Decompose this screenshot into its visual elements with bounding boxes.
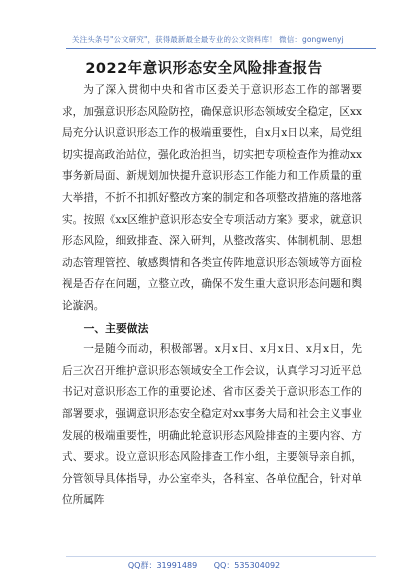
document-body [62, 80, 362, 512]
footer-qq-group: QQ群：31991489 [127, 561, 198, 570]
footer-qq: QQ：535304092 [213, 561, 281, 570]
header-divider [66, 48, 376, 49]
footer-divider [66, 556, 376, 557]
footer-contact [0, 560, 408, 571]
header-promo-text: 关注头条号"公文研究"，获得最新最全最专业的公文资料库！ 微信：gongwenyj [72, 35, 344, 44]
section-paragraph: 一是随今而动，积极部署。x月x日、x月x日、x月x日，先后三次召开维护意识形态领域安全工作会议，认真学习习近平总书记对意识形态工作的重要论述、省市区委关于意识形态工作的部署要求，强调意识形态安全稳定对xx事务大局和社会主义事业发展的极端重要性，明确此轮意识形态风险排查的主要内容、方式、要求。设立意识形态风险排查工作小组，主要领导亲自抓，分管领导具体指导，办公室牵头，各科室、各单位配合，针对单位所属阵 [62, 343, 362, 507]
document-title: 2022年意识形态安全风险排查报告 [85, 61, 323, 77]
section-heading: 一、主要做法 [83, 321, 149, 335]
intro-paragraph: 为了深入贯彻中央和省市区委关于意识形态工作的部署要求，加强意识形态风险防控，确保意识形态领域安全稳定，区xx局充分认识意识形态工作的极端重要性，自x月x日以来，局党组切实提高政治站位，强化政治担当，切实把专项检查作为推动xx事务新局面、新规划加快提升意识形态工作能力和工作质量的重大举措，不折不扣抓好整改方案的制定和各项整改措施的落地落实。按照《xx区维护意识形态安全专项活动方案》要求，就意识形态风险，细致排查、深入研判，从整改落实、体制机制、思想动态管理管控、敏感舆情和各类宣传阵地意识形态领域等方面检视是否存在问题，立整立改，确保不发生重大意识形态问题和舆论漩涡。 [62, 84, 362, 312]
